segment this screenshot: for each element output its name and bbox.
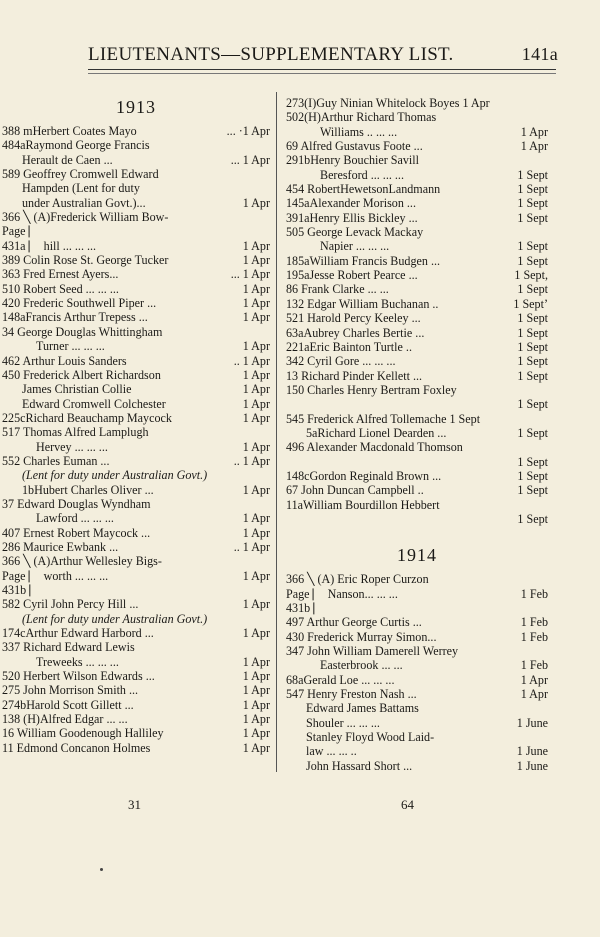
entry-text: 16 William Goodenough Halliley xyxy=(2,726,164,741)
entry-line xyxy=(2,726,270,740)
entry-text: 521 Harold Percy Keeley ... xyxy=(286,311,421,326)
entry-text: 34 George Douglas Whittingham xyxy=(2,324,163,339)
entry-line xyxy=(286,440,548,454)
entry-line xyxy=(286,282,548,296)
entry-date: 1 Sept xyxy=(517,282,548,297)
entry-line xyxy=(286,483,548,497)
entry-line xyxy=(2,210,270,224)
entry-date: 1 Apr xyxy=(242,253,270,268)
entry-text: 273(I)Guy Ninian Whitelock Boyes 1 Apr xyxy=(286,96,490,110)
entry-date: 1 Sept xyxy=(517,167,548,182)
entry-line xyxy=(2,454,270,468)
entry-line xyxy=(286,369,548,383)
entry-line xyxy=(2,583,270,597)
entry-text: 407 Ernest Robert Maycock ... xyxy=(2,525,151,540)
entry-text: 68aGerald Loe ... ... ... xyxy=(286,672,395,687)
entry-line xyxy=(286,153,548,167)
entry-line xyxy=(286,211,548,225)
entry-text: Hervey ... ... ... xyxy=(36,439,108,454)
header-rule xyxy=(88,69,556,70)
entry-text: 497 Arthur George Curtis ... xyxy=(286,615,422,630)
entry-line xyxy=(2,354,270,368)
entry-text: 462 Arthur Louis Sanders xyxy=(2,353,127,368)
entry-line xyxy=(2,153,270,167)
entry-line xyxy=(2,239,270,253)
entry-date: 1 Feb xyxy=(520,586,548,601)
entry-line xyxy=(286,716,548,730)
entry-text: 389 Colin Rose St. George Tucker xyxy=(2,253,169,268)
entry-text: Stanley Floyd Wood Laid- xyxy=(306,730,435,745)
entry-line xyxy=(2,569,270,583)
entry-line xyxy=(2,712,270,726)
entry-text: Page ⎸ worth ... ... ... xyxy=(2,568,109,583)
entry-date: 1 Sept xyxy=(517,210,548,225)
entry-line xyxy=(2,683,270,697)
column-divider xyxy=(276,92,277,772)
entry-text: 1bHubert Charles Oliver ... xyxy=(22,482,154,497)
entry-text: Hampden (Lent for duty xyxy=(22,181,140,196)
entry-line xyxy=(2,655,270,669)
entry-date: 1 Sept xyxy=(517,454,548,469)
entry-line xyxy=(286,630,548,644)
entry-line xyxy=(286,254,548,268)
entry-date: 1 Apr xyxy=(242,697,270,712)
entry-date: 1 Sept xyxy=(517,511,548,526)
entry-text: 420 Frederic Southwell Piper ... xyxy=(2,296,157,311)
entry-date: 1 Sept xyxy=(517,483,548,498)
entry-text: 337 Richard Edward Lewis xyxy=(2,640,135,655)
year-heading-1914: 1914 xyxy=(397,545,437,566)
entry-line xyxy=(286,658,548,672)
entry-text: 69 Alfred Gustavus Foote ... xyxy=(286,139,423,154)
entry-text: 430 Frederick Murray Simon... xyxy=(286,629,437,644)
entry-line xyxy=(286,182,548,196)
entry-text: 450 Frederick Albert Richardson xyxy=(2,367,161,382)
entry-date: 1 Apr xyxy=(520,139,548,154)
entry-text: 174cArthur Edward Harbord ... xyxy=(2,626,154,641)
right-entry-list xyxy=(286,96,548,526)
entry-date: 1 Apr xyxy=(242,712,270,727)
entry-text: 496 Alexander Macdonald Thomson xyxy=(286,440,463,455)
entry-line xyxy=(286,615,548,629)
entry-text: 148cGordon Reginald Brown ... xyxy=(286,468,442,483)
entry-line xyxy=(286,326,548,340)
entry-text: 363 Fred Ernest Ayers... xyxy=(2,267,119,282)
entry-line xyxy=(2,124,270,138)
entry-date: 1 Apr xyxy=(242,281,270,296)
entry-text: 545 Frederick Alfred Tollemache 1 Sept xyxy=(286,411,481,426)
entry-date: 1 Apr xyxy=(242,195,270,210)
entry-line xyxy=(2,698,270,712)
entry-date: 1 Sept xyxy=(517,354,548,369)
entry-line xyxy=(2,540,270,554)
right-column xyxy=(286,96,548,773)
entry-date: 1 Apr xyxy=(520,687,548,702)
entry-date: 1 Apr xyxy=(242,597,270,612)
entry-date: 1 Apr xyxy=(242,511,270,526)
entry-text: Edward James Battams xyxy=(306,701,419,716)
entry-line xyxy=(286,498,548,512)
entry-line xyxy=(2,411,270,425)
entry-line xyxy=(2,368,270,382)
entry-line xyxy=(286,139,548,153)
entry-date: 1 Apr xyxy=(242,296,270,311)
entry-date: 1 Sept xyxy=(517,311,548,326)
entry-date: 1 Sept xyxy=(517,325,548,340)
entry-date: 1 Feb xyxy=(520,658,548,673)
entry-text: under Australian Govt.)... xyxy=(22,195,146,210)
entry-line xyxy=(286,426,548,440)
entry-text: 11aWilliam Bourdillon Hebbert xyxy=(286,497,440,512)
entry-text: 547 Henry Freston Nash ... xyxy=(286,687,417,702)
entry-line xyxy=(286,225,548,239)
entry-text: 291bHenry Bouchier Savill xyxy=(286,153,420,168)
entry-line xyxy=(2,253,270,267)
entry-date: 1 Sept xyxy=(517,339,548,354)
entry-date: 1 Apr xyxy=(242,525,270,540)
entry-date: 1 Sept xyxy=(517,397,548,412)
entry-text: 347 John William Damerell Werrey xyxy=(286,644,459,659)
entry-date: 1 Apr xyxy=(520,672,548,687)
entry-text: 5aRichard Lionel Dearden ... xyxy=(306,425,447,440)
entry-text: Lawford ... ... ... xyxy=(36,511,114,526)
entry-line xyxy=(286,644,548,658)
entry-date: 1 Sept xyxy=(517,239,548,254)
entry-date: 1 Feb xyxy=(520,629,548,644)
entry-text: 431b ⎸ xyxy=(286,601,326,615)
entry-line xyxy=(2,440,270,454)
entry-date: 1 June xyxy=(516,758,548,773)
entry-line xyxy=(286,587,548,601)
entry-line xyxy=(286,268,548,282)
entry-text: 138 (H)Alfred Edgar ... ... xyxy=(2,712,128,727)
entry-line xyxy=(286,383,548,397)
entry-text: 13 Richard Pinder Kellett ... xyxy=(286,368,423,383)
entry-date: 1 Apr xyxy=(242,339,270,354)
entry-date: ... 1 Apr xyxy=(230,152,270,167)
entry-line xyxy=(286,96,548,110)
entry-date: 1 Apr xyxy=(242,626,270,641)
entry-line xyxy=(286,687,548,701)
entry-line xyxy=(2,425,270,439)
entry-line xyxy=(2,612,270,626)
entry-date: 1 Apr xyxy=(242,367,270,382)
entry-line xyxy=(2,597,270,611)
entry-line xyxy=(2,497,270,511)
header-rule-thin xyxy=(88,73,556,74)
entry-date: 1 Apr xyxy=(242,740,270,755)
left-entry-list xyxy=(2,124,270,755)
entry-text: (Lent for duty under Australian Govt.) xyxy=(22,611,208,626)
entry-date: 1 Apr xyxy=(242,683,270,698)
entry-line xyxy=(286,412,548,426)
entry-text: 148aFrancis Arthur Trepess ... xyxy=(2,310,148,325)
entry-line xyxy=(2,181,270,195)
entry-text: 589 Geoffrey Cromwell Edward xyxy=(2,167,159,182)
entry-line xyxy=(286,730,548,744)
entry-line xyxy=(286,601,548,615)
entry-date: 1 June xyxy=(516,715,548,730)
entry-line xyxy=(2,554,270,568)
page-reference: 141a xyxy=(521,44,558,64)
entry-text: 366 ╲ (A) Eric Roper Curzon xyxy=(286,572,429,587)
entry-text: 552 Charles Euman ... xyxy=(2,453,110,468)
entry-text: 517 Thomas Alfred Lamplugh xyxy=(2,425,149,440)
entry-line xyxy=(286,340,548,354)
entry-line xyxy=(286,110,548,124)
entry-text: 67 John Duncan Campbell .. xyxy=(286,483,424,498)
entry-text: law ... ... .. xyxy=(306,744,357,759)
entry-text: 520 Herbert Wilson Edwards ... xyxy=(2,669,155,684)
entry-date: 1 Apr xyxy=(520,124,548,139)
entry-line xyxy=(2,138,270,152)
entry-text: John Hassard Short ... xyxy=(306,758,413,773)
entry-line xyxy=(2,669,270,683)
entry-date: 1 Apr xyxy=(242,439,270,454)
entry-text: 86 Frank Clarke ... ... xyxy=(286,282,389,297)
entry-line xyxy=(286,311,548,325)
entry-line xyxy=(286,512,548,526)
entry-line xyxy=(2,511,270,525)
entry-text: James Christian Collie xyxy=(22,382,132,397)
entry-line xyxy=(286,125,548,139)
entry-line xyxy=(2,224,270,238)
entry-line xyxy=(286,455,548,469)
entry-line xyxy=(286,469,548,483)
entry-line xyxy=(2,339,270,353)
entry-text: 431b ⎸ xyxy=(2,583,42,597)
entry-line xyxy=(286,239,548,253)
entry-text: Turner ... ... ... xyxy=(36,339,105,354)
entry-text: Page ⎸ xyxy=(2,224,41,239)
left-column xyxy=(2,96,270,755)
entry-line xyxy=(2,310,270,324)
entry-date: 1 Sept’ xyxy=(513,296,548,311)
entry-line xyxy=(2,167,270,181)
entry-date: 1 Apr xyxy=(242,396,270,411)
entry-line xyxy=(286,354,548,368)
entry-line xyxy=(286,759,548,773)
entry-text: 150 Charles Henry Bertram Foxley xyxy=(286,382,457,397)
entry-text: 388 mHerbert Coates Mayo xyxy=(2,124,137,138)
entry-text: 391aHenry Ellis Bickley ... xyxy=(286,210,418,225)
entry-text: 132 Edgar William Buchanan .. xyxy=(286,296,439,311)
page-title: LIEUTENANTS—SUPPLEMENTARY LIST. xyxy=(88,44,454,65)
entry-text: 225cRichard Beauchamp Maycock xyxy=(2,410,172,425)
entry-date: 1 Sept, xyxy=(514,268,548,283)
entry-date: 1 Apr xyxy=(242,726,270,741)
entry-line xyxy=(286,168,548,182)
year-heading-1913: 1913 xyxy=(116,97,156,117)
entry-text: 11 Edmond Concanon Holmes xyxy=(2,740,151,755)
entry-line xyxy=(2,483,270,497)
entry-date: ... ·1 Apr xyxy=(226,124,270,138)
entry-date: 1 Sept xyxy=(517,468,548,483)
ink-speck xyxy=(100,868,103,871)
entry-text: 221aEric Bainton Turtle .. xyxy=(286,339,412,354)
entry-text: Page ⎸ Nanson... ... ... xyxy=(286,586,398,601)
entry-text: 286 Maurice Ewbank ... xyxy=(2,539,119,554)
entry-date: ... 1 Apr xyxy=(230,267,270,282)
entry-text: Beresford ... ... ... xyxy=(320,167,404,182)
entry-date: 1 Apr xyxy=(242,482,270,497)
entry-line xyxy=(2,468,270,482)
entry-text: 63aAubrey Charles Bertie ... xyxy=(286,325,425,340)
entry-text: Treweeks ... ... ... xyxy=(36,654,119,669)
entry-text: 454 RobertHewetsonLandmann xyxy=(286,182,441,197)
entry-date: 1 Feb xyxy=(520,615,548,630)
entry-text: Napier ... ... ... xyxy=(320,239,390,254)
entry-line xyxy=(286,744,548,758)
entry-text: 145aAlexander Morison ... xyxy=(286,196,416,211)
entry-date: 1 Apr xyxy=(242,382,270,397)
entry-text: Herault de Caen ... xyxy=(22,152,113,167)
entry-text: 510 Robert Seed ... ... ... xyxy=(2,281,119,296)
entry-line xyxy=(2,626,270,640)
entry-date: 1 Apr xyxy=(242,410,270,425)
entry-date: 1 Sept xyxy=(517,368,548,383)
entry-line xyxy=(2,741,270,755)
right-entry-list-1914 xyxy=(286,572,548,773)
entry-text: Edward Cromwell Colchester xyxy=(22,396,166,411)
entry-line xyxy=(2,196,270,210)
entry-text: Shouler ... ... ... xyxy=(306,715,380,730)
entry-line xyxy=(2,296,270,310)
entry-text: (Lent for duty under Australian Govt.) xyxy=(22,468,208,483)
entry-line xyxy=(2,282,270,296)
entry-text: 342 Cyril Gore ... ... ... xyxy=(286,354,396,369)
entry-text: 582 Cyril John Percy Hill ... xyxy=(2,597,139,612)
page-number-right: 64 xyxy=(401,797,414,812)
entry-text: 37 Edward Douglas Wyndham xyxy=(2,496,151,511)
entry-date: .. 1 Apr xyxy=(233,539,270,554)
entry-date: .. 1 Apr xyxy=(233,453,270,468)
entry-text: 484aRaymond George Francis xyxy=(2,138,150,153)
entry-line xyxy=(286,673,548,687)
entry-text: 275 John Morrison Smith ... xyxy=(2,683,139,698)
entry-line xyxy=(286,297,548,311)
entry-date: .. 1 Apr xyxy=(233,353,270,368)
entry-line xyxy=(2,640,270,654)
entry-line xyxy=(2,526,270,540)
entry-text: 505 George Levack Mackay xyxy=(286,225,424,240)
entry-date: 1 June xyxy=(516,744,548,759)
entry-date: 1 Sept xyxy=(517,196,548,211)
entry-line xyxy=(286,572,548,586)
entry-text: 366 ╲ (A)Arthur Wellesley Bigs- xyxy=(2,554,162,569)
entry-text: Easterbrook ... ... xyxy=(320,658,403,673)
entry-text: 274bHarold Scott Gillett ... xyxy=(2,697,134,712)
entry-text: 195aJesse Robert Pearce ... xyxy=(286,268,418,283)
entry-date: 1 Apr xyxy=(242,654,270,669)
entry-date: 1 Sept xyxy=(517,253,548,268)
entry-line xyxy=(286,196,548,210)
page-number-left: 31 xyxy=(128,797,141,812)
entry-date: 1 Apr xyxy=(242,310,270,325)
entry-text: Williams .. ... ... xyxy=(320,124,398,139)
entry-date: 1 Apr xyxy=(242,669,270,684)
entry-date: 1 Sept xyxy=(517,182,548,197)
entry-line xyxy=(286,701,548,715)
entry-text: 185aWilliam Francis Budgen ... xyxy=(286,253,441,268)
entry-text: 366 ╲ (A)Frederick William Bow- xyxy=(2,210,169,225)
entry-date: 1 Apr xyxy=(242,568,270,583)
entry-line xyxy=(2,325,270,339)
entry-date: 1 Apr xyxy=(242,238,270,253)
entry-text: 502(H)Arthur Richard Thomas xyxy=(286,110,437,125)
entry-line xyxy=(2,397,270,411)
entry-line xyxy=(2,267,270,281)
entry-date: 1 Sept xyxy=(517,425,548,440)
entry-line xyxy=(2,382,270,396)
entry-line xyxy=(286,397,548,411)
entry-text: 431a ⎸ hill ... ... ... xyxy=(2,238,97,253)
